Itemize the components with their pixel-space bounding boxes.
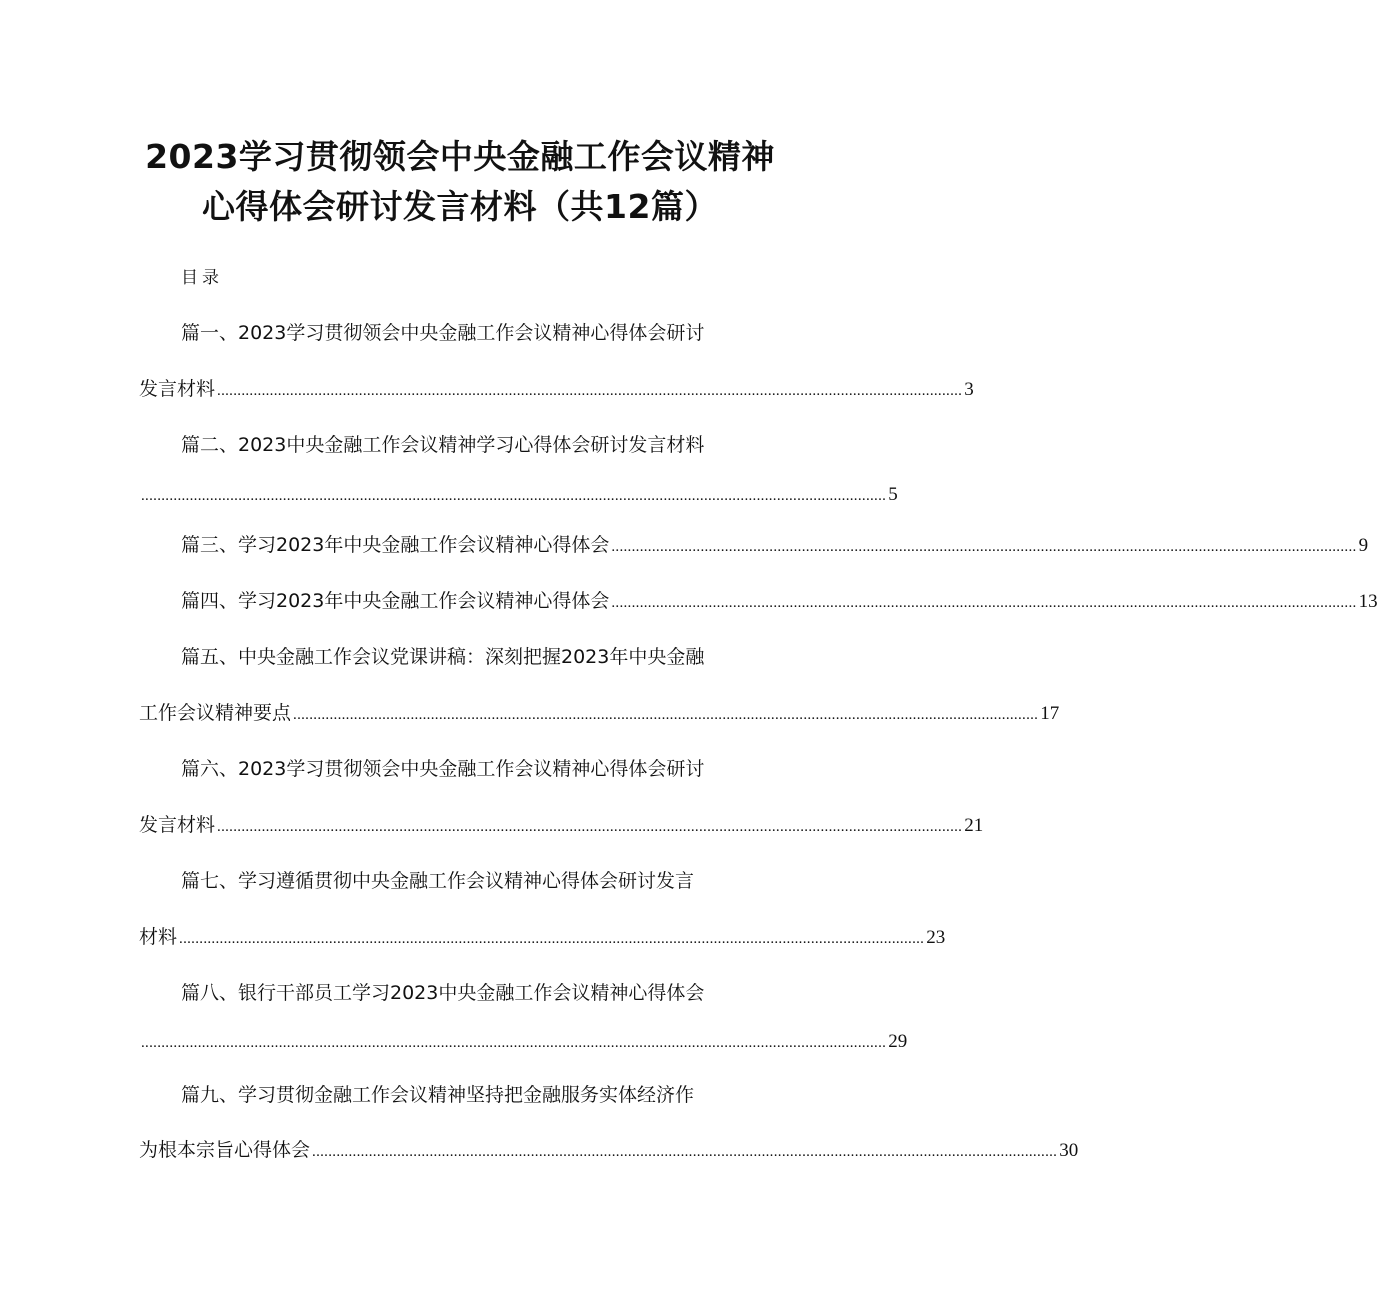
toc-entry-6-line-2 xyxy=(139,810,984,842)
toc-entry-9-page: 30 xyxy=(1059,1140,1079,1161)
toc-entry-3-page: 9 xyxy=(1358,535,1369,556)
toc-entry-6-text: 发言材料 xyxy=(139,814,216,836)
dot-leader: ........................................................................................................................................................................................ xyxy=(141,488,887,504)
toc-entry-4-text: 篇四、学习2023年中央金融工作会议精神心得体会 xyxy=(181,590,610,612)
dot-leader: ........................................................................................................................................................................................ xyxy=(179,931,925,947)
toc-entry-1-line-1: 篇一、2023学习贯彻领会中央金融工作会议精神心得体会研讨 xyxy=(181,322,705,344)
toc-entry-4 xyxy=(181,586,1378,618)
dot-leader: ........................................................................................................................................................................................ xyxy=(312,1144,1058,1160)
toc-entry-9-line-2 xyxy=(139,1135,1079,1167)
toc-entry-5-line-2 xyxy=(139,698,1060,730)
toc-entry-3 xyxy=(181,530,1369,562)
toc-entry-9-text: 为根本宗旨心得体会 xyxy=(139,1139,311,1161)
toc-heading: 目录 xyxy=(181,268,223,288)
toc-entry-1-line-2 xyxy=(139,374,974,406)
toc-entry-1-text: 发言材料 xyxy=(139,378,216,400)
toc-entry-4-page: 13 xyxy=(1358,591,1378,612)
toc-entry-3-text: 篇三、学习2023年中央金融工作会议精神心得体会 xyxy=(181,534,610,556)
toc-entry-2-line-1: 篇二、2023中央金融工作会议精神学习心得体会研讨发言材料 xyxy=(181,434,705,456)
toc-entry-2-page: 5 xyxy=(888,484,898,505)
toc-entry-7-line-1: 篇七、学习遵循贯彻中央金融工作会议精神心得体会研讨发言 xyxy=(181,870,695,892)
toc-entry-9-line-1: 篇九、学习贯彻金融工作会议精神坚持把金融服务实体经济作 xyxy=(181,1084,695,1106)
document-title-line-1: 2023学习贯彻领会中央金融工作会议精神 xyxy=(145,137,775,176)
toc-entry-5-page: 17 xyxy=(1040,703,1060,724)
toc-entry-6-page: 21 xyxy=(964,815,984,836)
document-title-line-2: 心得体会研讨发言材料（共12篇） xyxy=(202,187,718,226)
toc-entry-5-text: 工作会议精神要点 xyxy=(139,702,292,724)
toc-entry-2-line-2 xyxy=(139,480,898,511)
toc-entry-1-page: 3 xyxy=(964,379,974,400)
toc-entry-8-page: 29 xyxy=(888,1031,908,1052)
toc-entry-8-line-1: 篇八、银行干部员工学习2023中央金融工作会议精神心得体会 xyxy=(181,982,705,1004)
toc-entry-5-line-1: 篇五、中央金融工作会议党课讲稿：深刻把握2023年中央金融 xyxy=(181,646,705,668)
dot-leader: ........................................................................................................................................................................................ xyxy=(611,595,1357,611)
toc-entry-7-text: 材料 xyxy=(139,926,178,948)
toc-entry-6-line-1: 篇六、2023学习贯彻领会中央金融工作会议精神心得体会研讨 xyxy=(181,758,705,780)
toc-entry-8-line-2 xyxy=(139,1027,908,1058)
dot-leader: ........................................................................................................................................................................................ xyxy=(217,383,963,399)
dot-leader: ........................................................................................................................................................................................ xyxy=(141,1035,887,1051)
dot-leader: ........................................................................................................................................................................................ xyxy=(611,539,1357,555)
toc-entry-7-page: 23 xyxy=(926,927,946,948)
dot-leader: ........................................................................................................................................................................................ xyxy=(293,707,1039,723)
dot-leader: ........................................................................................................................................................................................ xyxy=(217,819,963,835)
toc-entry-7-line-2 xyxy=(139,922,946,954)
